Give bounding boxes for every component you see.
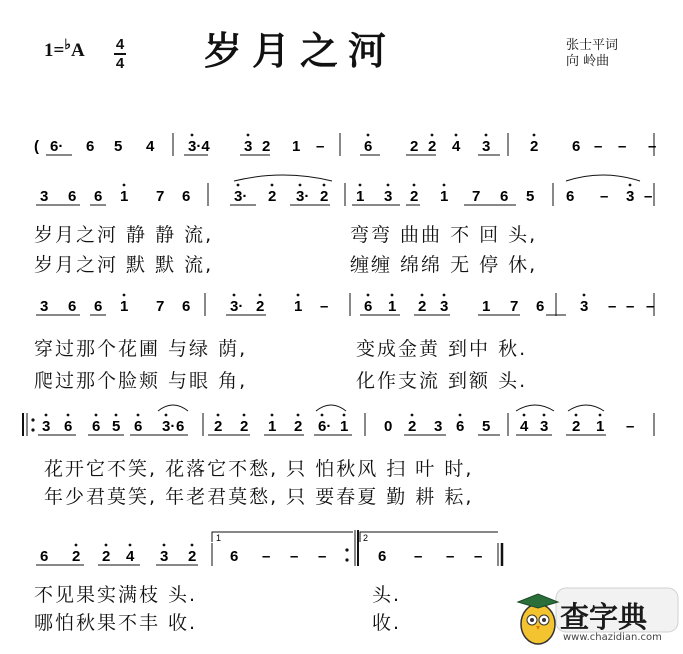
octave-dot — [297, 294, 300, 297]
note: 6 — [134, 418, 143, 435]
note: – — [618, 138, 627, 155]
tie-arc — [566, 175, 640, 181]
octave-dot — [343, 414, 346, 417]
song-title: 岁月之河 — [204, 28, 397, 73]
note: 7 — [156, 298, 165, 315]
note: 3· — [230, 298, 244, 315]
note: 3 — [580, 298, 589, 315]
note: – — [594, 138, 603, 155]
note: – — [320, 298, 329, 315]
octave-dot — [411, 414, 414, 417]
repeat-dot — [31, 428, 34, 431]
note: 6 — [182, 298, 191, 315]
octave-dot — [443, 184, 446, 187]
note: 1 — [120, 298, 129, 315]
watermark-url: www.chazidian.com — [563, 632, 662, 643]
note: 2 — [294, 418, 303, 435]
note: – — [446, 548, 455, 565]
octave-dot — [599, 414, 602, 417]
note: 5 — [112, 418, 121, 435]
note: 6· — [50, 138, 64, 155]
note: 6 — [230, 548, 239, 565]
note: – — [290, 548, 299, 565]
lyric-line: 弯弯 曲曲 不 回 头, — [350, 224, 538, 246]
octave-dot — [431, 134, 434, 137]
note: 5 — [526, 188, 535, 205]
note: 6 — [64, 418, 73, 435]
octave-dot — [163, 544, 166, 547]
note: 3· — [162, 418, 176, 435]
octave-dot — [321, 414, 324, 417]
note: 6 — [378, 548, 387, 565]
note: 6 — [176, 418, 185, 435]
octave-dot — [359, 184, 362, 187]
octave-dot — [583, 294, 586, 297]
note: 2 — [428, 138, 437, 155]
owl-graduate-icon — [518, 594, 558, 644]
lyric-line: 岁月之河 静 静 流, — [34, 224, 214, 246]
octave-dot — [191, 134, 194, 137]
octave-dot — [233, 294, 236, 297]
tie-arc — [316, 405, 346, 411]
octave-dot — [105, 544, 108, 547]
octave-dot — [367, 294, 370, 297]
volta-2-label: 2 — [363, 533, 369, 543]
note: 6 — [94, 298, 103, 315]
octave-dot — [259, 294, 262, 297]
note: 6 — [92, 418, 101, 435]
note: 1 — [596, 418, 605, 435]
octave-dot — [271, 184, 274, 187]
watermark-text: 查字典 — [560, 600, 648, 634]
note: – — [316, 138, 325, 155]
note: 3 — [40, 188, 49, 205]
note: 2 — [256, 298, 265, 315]
note: 2 — [408, 418, 417, 435]
note: 6 — [566, 188, 575, 205]
note: – — [644, 188, 653, 205]
note: 3 — [626, 188, 635, 205]
octave-dot — [129, 544, 132, 547]
note: 2 — [72, 548, 81, 565]
note: 1 — [440, 188, 449, 205]
lyric-line: 花开它不笑, 花落它不愁, 只 怕秋风 扫 叶 时, — [44, 458, 474, 480]
note: ( — [34, 138, 39, 155]
note: 6 — [40, 548, 49, 565]
repeat-dot — [31, 418, 34, 421]
note: 2 — [102, 548, 111, 565]
note: 6· — [318, 418, 332, 435]
note: 2 — [214, 418, 223, 435]
note: 6 — [364, 138, 373, 155]
note: – — [626, 418, 635, 435]
octave-dot — [543, 414, 546, 417]
octave-dot — [217, 414, 220, 417]
note: 5 — [114, 138, 123, 155]
lyric-line: 岁月之河 默 默 流, — [34, 254, 214, 276]
note: 2 — [418, 298, 427, 315]
octave-dot — [115, 414, 118, 417]
note: 6 — [182, 188, 191, 205]
note: 4 — [126, 548, 135, 565]
octave-dot — [575, 414, 578, 417]
note: 1 — [388, 298, 397, 315]
octave-dot — [45, 414, 48, 417]
octave-dot — [533, 134, 536, 137]
note: 7 — [510, 298, 519, 315]
lyric-line: 穿过那个花圃 与绿 荫, — [34, 338, 248, 360]
note: 3 — [160, 548, 169, 565]
octave-dot — [523, 414, 526, 417]
note: – — [608, 298, 617, 315]
octave-dot — [271, 414, 274, 417]
octave-dot — [137, 414, 140, 417]
octave-dot — [165, 414, 168, 417]
note: 6 — [86, 138, 95, 155]
octave-dot — [123, 184, 126, 187]
note: 0 — [384, 418, 393, 435]
octave-dot — [67, 414, 70, 417]
note: 3 — [244, 138, 253, 155]
tie-arc — [568, 405, 604, 411]
time-signature: 4 4 — [115, 36, 125, 72]
note: 6 — [94, 188, 103, 205]
note: 3 — [384, 188, 393, 205]
octave-dot — [387, 184, 390, 187]
lyric-line: 哪怕秋果不丰 收. — [34, 612, 198, 634]
note: 7 — [472, 188, 481, 205]
note: 3·4 — [188, 138, 210, 155]
note: 3· — [296, 188, 310, 205]
note: 1 — [294, 298, 303, 315]
lyric-line: 化作支流 到额 头. — [356, 370, 528, 392]
note: – — [414, 548, 423, 565]
note: 2 — [572, 418, 581, 435]
note: 1 — [340, 418, 349, 435]
octave-dot — [485, 134, 488, 137]
note: 6 — [68, 188, 77, 205]
key-signature: 1=♭A — [44, 38, 85, 61]
note: 3 — [540, 418, 549, 435]
octave-dot — [443, 294, 446, 297]
note: 3 — [482, 138, 491, 155]
note: 5 — [482, 418, 491, 435]
note: 3 — [42, 418, 51, 435]
octave-dot — [367, 134, 370, 137]
note: – — [626, 298, 635, 315]
lyric-line: 爬过那个脸颊 与眼 角, — [34, 370, 248, 392]
note: 1 — [482, 298, 491, 315]
octave-dot — [323, 184, 326, 187]
octave-dot — [95, 414, 98, 417]
note: 2 — [410, 138, 419, 155]
note: 2 — [268, 188, 277, 205]
lyric-line: 头. — [372, 584, 402, 606]
volta-1-label: 1 — [216, 533, 222, 543]
octave-dot — [421, 294, 424, 297]
tie-arc — [234, 175, 332, 181]
octave-dot — [629, 184, 632, 187]
note: 4 — [452, 138, 461, 155]
octave-dot — [459, 414, 462, 417]
note: 2 — [188, 548, 197, 565]
note: 3 — [440, 298, 449, 315]
note: 7 — [156, 188, 165, 205]
note: 1 — [356, 188, 365, 205]
note: 6 — [500, 188, 509, 205]
octave-dot — [247, 134, 250, 137]
octave-dot — [75, 544, 78, 547]
tie-arc — [516, 405, 554, 411]
note: – — [648, 138, 657, 155]
note: 3 — [40, 298, 49, 315]
lyric-line: 不见果实满枝 头. — [34, 584, 198, 606]
note: 6 — [68, 298, 77, 315]
lyric-line: 变成金黄 到中 秋. — [356, 338, 528, 360]
note: – — [646, 298, 655, 315]
composer-credit: 向 岭曲 — [566, 54, 610, 69]
note: 2 — [410, 188, 419, 205]
octave-dot — [455, 134, 458, 137]
octave-dot — [297, 414, 300, 417]
octave-dot — [237, 184, 240, 187]
note: 4 — [520, 418, 529, 435]
note: 2 — [240, 418, 249, 435]
repeat-dot — [345, 548, 348, 551]
note: 3· — [234, 188, 248, 205]
octave-dot — [413, 184, 416, 187]
note: 4 — [146, 138, 155, 155]
note: – — [600, 188, 609, 205]
note: – — [318, 548, 327, 565]
note: 2 — [320, 188, 329, 205]
lyric-line: 年少君莫笑, 年老君莫愁, 只 要春夏 勤 耕 耘, — [44, 486, 474, 508]
octave-dot — [123, 294, 126, 297]
note: 1 — [268, 418, 277, 435]
octave-dot — [391, 294, 394, 297]
lyric-line: 缠缠 绵绵 无 停 休, — [350, 254, 538, 276]
note: 1 — [292, 138, 301, 155]
note: 3 — [434, 418, 443, 435]
note: 2 — [262, 138, 271, 155]
repeat-dot — [345, 558, 348, 561]
note: 6 — [572, 138, 581, 155]
note: – — [474, 548, 483, 565]
tie-arc — [158, 405, 188, 411]
note: 2 — [530, 138, 539, 155]
octave-dot — [243, 414, 246, 417]
note: 6 — [536, 298, 545, 315]
octave-dot — [299, 184, 302, 187]
note: 6 — [364, 298, 373, 315]
note: 1 — [120, 188, 129, 205]
note: – — [262, 548, 271, 565]
octave-dot — [191, 544, 194, 547]
lyric-line: 收. — [372, 612, 402, 634]
lyricist-credit: 张士平词 — [566, 38, 619, 53]
note: 6 — [456, 418, 465, 435]
